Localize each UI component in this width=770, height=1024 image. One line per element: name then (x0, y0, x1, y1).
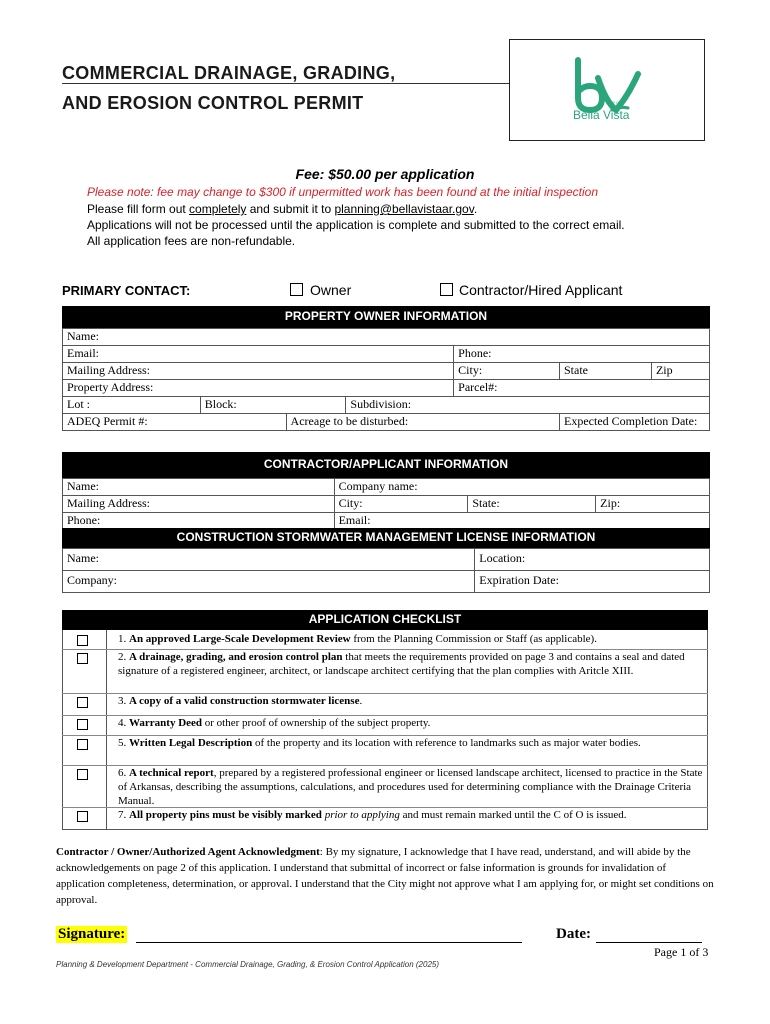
primary-contact-label: PRIMARY CONTACT: (62, 283, 191, 298)
checklist-item-number: 5. (118, 737, 127, 749)
checklist-item-text (118, 632, 706, 646)
property-owner-table (62, 328, 710, 431)
license-expiration-field[interactable]: Expiration Date: (475, 571, 710, 593)
instructions-text-a: Please fill form out (87, 202, 190, 216)
checklist-item-number: 7. (118, 809, 127, 821)
contractor-name-field[interactable]: Name: (63, 479, 335, 496)
checklist-row (62, 766, 708, 808)
logo-small-text: CITY OF (606, 100, 622, 105)
date-label: Date: (556, 926, 591, 942)
checklist-item-text (118, 808, 706, 822)
contractor-heading: CONTRACTOR/APPLICANT INFORMATION (62, 452, 710, 478)
checklist-checkbox[interactable] (77, 811, 88, 822)
title-line-1: COMMERCIAL DRAINAGE, GRADING, (62, 63, 396, 83)
bella-vista-logo-icon (510, 40, 706, 142)
acknowledgement-heading: Contractor / Owner/Authorized Agent Acknowledgment (56, 846, 320, 858)
checklist-checkbox[interactable] (77, 769, 88, 780)
contractor-phone-field[interactable]: Phone: (63, 513, 335, 530)
checklist-row (62, 808, 708, 828)
block-field[interactable]: Block: (200, 397, 346, 414)
checklist-row (62, 632, 708, 650)
checklist-item-rest: from the Planning Commission or Staff (as applicable). (350, 633, 597, 645)
checklist-item-rest: or other proof of ownership of the subject property. (202, 717, 431, 729)
signature-line[interactable] (136, 942, 522, 943)
page-number: Page 1 of 3 (654, 945, 709, 959)
contractor-email-field[interactable]: Email: (334, 513, 709, 530)
license-location-field[interactable]: Location: (475, 549, 710, 571)
property-address-field[interactable]: Property Address: (63, 380, 454, 397)
owner-zip-field[interactable]: Zip (651, 363, 709, 380)
contractor-zip-field[interactable]: Zip: (596, 496, 710, 513)
stormwater-heading: CONSTRUCTION STORMWATER MANAGEMENT LICENSE INFORMATION (62, 528, 710, 548)
license-company-field[interactable]: Company: (63, 571, 475, 593)
checklist-item-rest: . (359, 695, 363, 707)
contractor-city-field[interactable]: City: (334, 496, 468, 513)
checklist-item-bold: All property pins must be visibly marked (129, 809, 322, 821)
checklist-item-bold: Warranty Deed (129, 717, 203, 729)
document-title (62, 58, 395, 118)
checklist-item-rest: , prepared by a registered professional engineer or licensed landscape architect, licensed to practice in the State of Arkansas, describing the assumptions, calculations, and procedures used for determining compliance with the Drainage Criteria Manual. (118, 767, 703, 807)
lot-field[interactable]: Lot : (63, 397, 201, 414)
contractor-checkbox[interactable] (440, 283, 453, 296)
contractor-option-label: Contractor/Hired Applicant (459, 282, 623, 298)
completion-date-field[interactable]: Expected Completion Date: (560, 414, 710, 431)
owner-option-label: Owner (310, 282, 352, 298)
checklist-item-bold: A copy of a valid construction stormwater license (129, 695, 360, 707)
owner-mailing-field[interactable]: Mailing Address: (63, 363, 454, 380)
license-name-field[interactable]: Name: (63, 549, 475, 571)
adeq-permit-field[interactable]: ADEQ Permit #: (63, 414, 287, 431)
checklist-row (62, 736, 708, 766)
owner-city-field[interactable]: City: (454, 363, 560, 380)
checklist-item-text (118, 766, 706, 808)
checklist-item-number: 3. (118, 695, 127, 707)
checklist-item-bold: A drainage, grading, and erosion control plan (129, 651, 343, 663)
checklist-heading: APPLICATION CHECKLIST (62, 610, 708, 630)
date-line[interactable] (596, 942, 702, 943)
completely-text: completely (189, 202, 247, 216)
checklist-item-bold: An approved Large-Scale Development Review (129, 633, 351, 645)
acknowledgement-body: : By my signature, I acknowledge that I have read, understand, and will abide by the acknowledgements on page 2 of this application. I understand that submittal of incorrect or false information is grounds for invalidation of application completeness, determination, or approval. I understand that the City might not approve what I am applying for, or might set conditions on approval. (56, 846, 714, 906)
instructions-text-e: . (473, 202, 478, 216)
checklist-item-rest: of the property and its location with reference to landmarks such as major water bodies. (252, 737, 641, 749)
parcel-field[interactable]: Parcel#: (454, 380, 710, 397)
checklist-checkbox[interactable] (77, 719, 88, 730)
acreage-field[interactable]: Acreage to be disturbed: (286, 414, 559, 431)
checklist-row (62, 650, 708, 694)
checklist-item-italic: prior to applying (321, 809, 400, 821)
checklist-row (62, 694, 708, 716)
checklist-item-text (118, 716, 706, 730)
contractor-state-field[interactable]: State: (468, 496, 596, 513)
company-name-field[interactable]: Company name: (334, 479, 709, 496)
checklist-item-text (118, 650, 706, 678)
logo-box (509, 39, 705, 141)
checklist-item-text (118, 694, 706, 708)
owner-state-field[interactable]: State (560, 363, 652, 380)
checklist-item-bold: Written Legal Description (129, 737, 253, 749)
checklist-checkbox[interactable] (77, 739, 88, 750)
checklist-item-rest: and must remain marked until the C of O is issued. (399, 809, 627, 821)
owner-email-field[interactable]: Email: (63, 346, 454, 363)
owner-phone-field[interactable]: Phone: (454, 346, 710, 363)
processing-note: Applications will not be processed until the application is complete and submitted to the correct email. (87, 218, 625, 232)
planning-email-link[interactable]: planning@bellavistaar.gov (334, 202, 474, 216)
checklist-checkbox[interactable] (77, 697, 88, 708)
checklist-item-number: 4. (118, 717, 127, 729)
refund-note: All application fees are non-refundable. (87, 234, 296, 248)
stormwater-table (62, 548, 710, 593)
contractor-mailing-field[interactable]: Mailing Address: (63, 496, 335, 513)
checklist-item-number: 2. (118, 651, 127, 663)
title-rule (62, 83, 510, 84)
checklist-checkbox[interactable] (77, 635, 88, 646)
checklist-checkbox[interactable] (77, 653, 88, 664)
owner-name-field[interactable]: Name: (63, 329, 710, 346)
checklist-item-bold: A technical report (129, 767, 214, 779)
logo-text: Bella Vista (573, 108, 630, 122)
fee-text: Fee: $50.00 per application (295, 166, 475, 182)
subdivision-field[interactable]: Subdivision: (346, 397, 710, 414)
contractor-table (62, 478, 710, 530)
fee-change-note: Please note: fee may change to $300 if unpermitted work has been found at the initial inspection (87, 185, 598, 199)
checklist-row (62, 716, 708, 736)
checklist-item-text (118, 736, 706, 750)
property-owner-heading: PROPERTY OWNER INFORMATION (62, 306, 710, 328)
title-line-2: AND EROSION CONTROL PERMIT (62, 93, 364, 113)
owner-checkbox[interactable] (290, 283, 303, 296)
checklist-item-number: 1. (118, 633, 127, 645)
signature-label: Signature: (58, 926, 126, 942)
acknowledgement-text (56, 844, 716, 908)
checklist-item-rest: that meets the requirements provided on page 3 and contains a seal and dated signature of a registered engineer, architect, or landscape architect certifying that the plan complies with Aritcle XIII. (118, 651, 685, 677)
instructions-text-c: and submit it to (246, 202, 335, 216)
submission-instructions (87, 202, 477, 216)
checklist-item-number: 6. (118, 767, 127, 779)
footer-text: Planning & Development Department - Commercial Drainage, Grading, & Erosion Control Application (2025) (56, 960, 439, 969)
